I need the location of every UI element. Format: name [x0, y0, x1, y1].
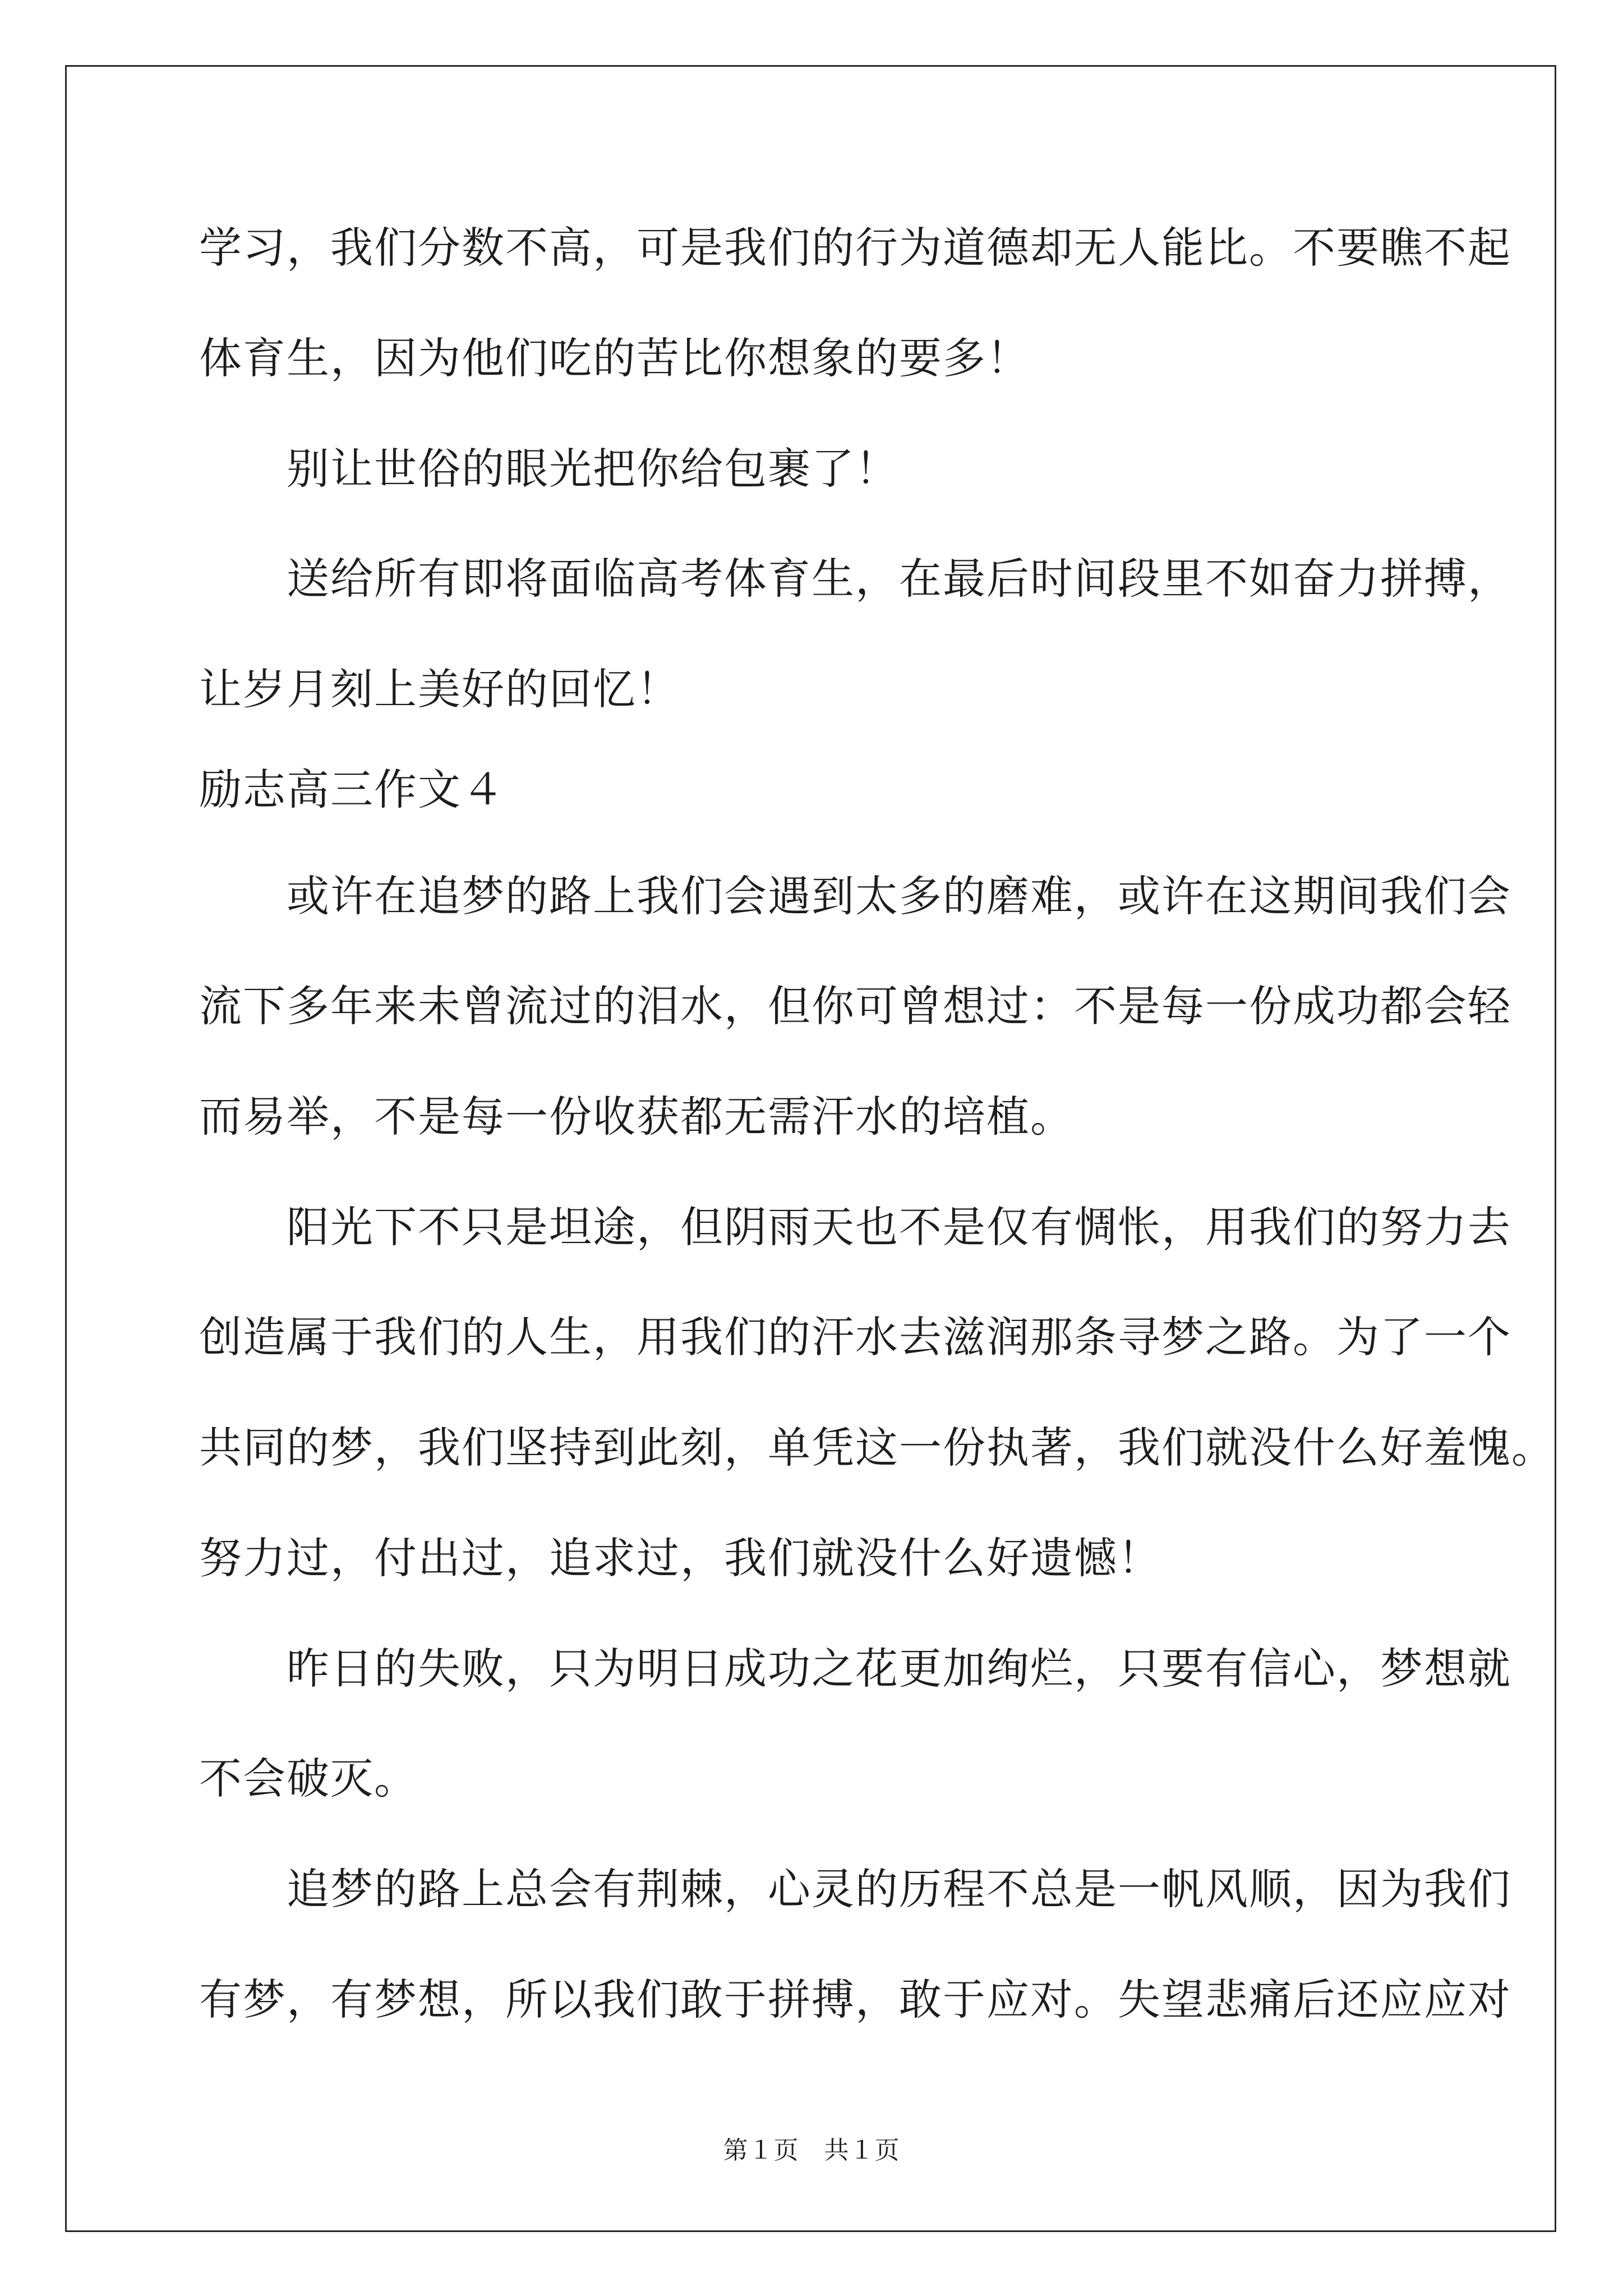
- body-line: 学习，我们分数不高，可是我们的行为道德却无人能比。不要瞧不起: [199, 223, 1511, 273]
- body-line: 昨日的失败，只为明日成功之花更加绚烂，只要有信心，梦想就: [199, 1644, 1511, 1694]
- section-heading: 励志高三作文４: [199, 765, 505, 815]
- body-line: 阳光下不只是坦途，但阴雨天也不是仅有惆怅，用我们的努力去: [199, 1202, 1511, 1252]
- body-line: 体育生，因为他们吃的苦比你想象的要多！: [199, 333, 1030, 383]
- page-number-footer: 第１页 共１页: [723, 2136, 900, 2165]
- body-line: 让岁月刻上美好的回忆！: [199, 664, 680, 714]
- body-line: 别让世俗的眼光把你给包裹了！: [199, 444, 899, 494]
- body-line: 或许在追梦的路上我们会遇到太多的磨难，或许在这期间我们会: [199, 871, 1511, 921]
- body-line: 流下多年来未曾流过的泪水，但你可曾想过：不是每一份成功都会轻: [199, 981, 1511, 1031]
- body-line: 有梦，有梦想，所以我们敢于拼搏，敢于应对。失望悲痛后还应应对: [199, 1975, 1511, 2024]
- body-line: 追梦的路上总会有荆棘，心灵的历程不总是一帆风顺，因为我们: [199, 1864, 1511, 1914]
- body-line: 共同的梦，我们坚持到此刻，单凭这一份执著，我们就没什么好羞愧。: [199, 1423, 1555, 1473]
- body-line: 送给所有即将面临高考体育生，在最后时间段里不如奋力拼搏，: [199, 554, 1511, 604]
- body-line: 不会破灭。: [199, 1754, 418, 1803]
- body-line: 而易举，不是每一份收获都无需汗水的培植。: [199, 1092, 1074, 1142]
- body-line: 努力过，付出过，追求过，我们就没什么好遗憾！: [199, 1533, 1161, 1583]
- body-line: 创造属于我们的人生，用我们的汗水去滋润那条寻梦之路。为了一个: [199, 1312, 1511, 1362]
